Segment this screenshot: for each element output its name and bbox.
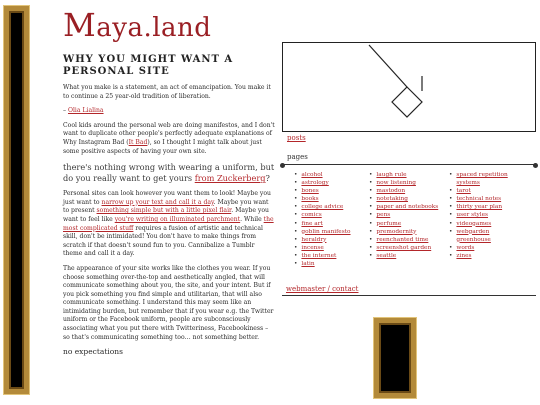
- heading-uniform: [63, 162, 275, 184]
- link-pixel-flair[interactable]: something simple but with a little pixel flair: [96, 207, 232, 215]
- page-link[interactable]: mastodon: [376, 188, 406, 195]
- page-link[interactable]: bones: [301, 188, 319, 195]
- list-item: [449, 171, 528, 187]
- pages-column-2: [369, 171, 438, 260]
- list-item: [449, 203, 528, 211]
- page-link[interactable]: alcohol: [301, 172, 323, 178]
- epigraph-author-line: [63, 107, 275, 116]
- text: . Maybe you want to feel like: [63, 207, 269, 223]
- list-item: [294, 179, 351, 187]
- list-item: [294, 211, 351, 219]
- page-link[interactable]: tarot: [456, 188, 471, 195]
- list-item: [294, 220, 351, 228]
- list-item: [369, 252, 438, 260]
- list-item: [294, 187, 351, 195]
- page-link[interactable]: fine art: [301, 220, 323, 227]
- page-link[interactable]: now listening: [376, 180, 416, 187]
- page-link[interactable]: laugh rule: [376, 172, 407, 178]
- text: Personal sites can look however you want them to look! Maybe you just want to: [63, 190, 271, 206]
- list-item: [449, 195, 528, 203]
- nav-posts-link[interactable]: posts: [287, 134, 306, 142]
- link-olia-lialina[interactable]: Olia Lialina: [67, 107, 104, 115]
- page-link[interactable]: technical notes: [456, 196, 502, 203]
- list-item: [369, 171, 438, 179]
- text: . Maybe you want to present: [63, 198, 269, 215]
- list-item: [294, 236, 351, 244]
- site-logo[interactable]: [63, 6, 211, 44]
- page-link[interactable]: thirty year plan: [456, 204, 503, 211]
- page-link[interactable]: perfume: [376, 220, 402, 227]
- decorative-gold-frame-left: [4, 6, 29, 394]
- webmaster-contact-link[interactable]: webmaster / contact: [286, 285, 362, 293]
- link-illuminated-parchment[interactable]: you're writing on illuminated parchment: [114, 215, 241, 223]
- page-link[interactable]: notetaking: [376, 196, 409, 203]
- page-link[interactable]: goblin manifesto: [301, 228, 351, 235]
- text: Cool kids around the personal web are doing manifestos, and I don't want to duplicate other people's perfectly adequate explanations of Why Instagram Bad (: [63, 121, 275, 146]
- page-link[interactable]: videogames: [456, 220, 492, 227]
- link-complicated-stuff[interactable]: the most complicated stuff: [63, 215, 274, 232]
- list-item: [449, 211, 528, 219]
- page-link[interactable]: seattle: [376, 252, 397, 259]
- page-link[interactable]: pens: [376, 212, 391, 219]
- page-link[interactable]: books: [301, 196, 319, 203]
- link-narrow-up-text[interactable]: narrow up your text and call it a day: [101, 198, 214, 206]
- list-item: [294, 244, 351, 252]
- list-item: [369, 195, 438, 203]
- list-item: [369, 187, 438, 195]
- list-item: [449, 228, 528, 244]
- logo-rest: aya.land: [96, 13, 212, 43]
- link-from-zuckerberg[interactable]: from Zuckerberg: [194, 173, 266, 184]
- list-item: [449, 244, 528, 252]
- decorative-gold-frame-right: [374, 318, 416, 398]
- page-link[interactable]: spaced repetition systems: [456, 172, 508, 187]
- pages-column-1: [294, 171, 351, 268]
- logo-cap: M: [63, 6, 97, 44]
- list-item: [294, 203, 351, 211]
- page-link[interactable]: astrology: [301, 180, 329, 187]
- page-link[interactable]: incense: [301, 244, 324, 251]
- page-link[interactable]: webgarden greenhouse: [456, 228, 491, 243]
- pages-list: [282, 164, 536, 296]
- page-link[interactable]: college advice: [301, 204, 344, 211]
- decorative-diagram-box: [282, 42, 536, 132]
- sigil-drawing: [283, 43, 537, 133]
- list-item: [369, 179, 438, 187]
- page-link[interactable]: screenshot garden: [376, 244, 432, 251]
- list-item: [449, 252, 528, 260]
- paragraph-appearance: [63, 190, 275, 259]
- pages-heading: pages: [287, 153, 308, 161]
- list-item: [294, 260, 351, 268]
- epigraph-quote: What you make is a statement, an act of emancipation. You make it to continue a 25 year-old tradition of liberation.: [63, 84, 271, 100]
- article-title: WHY YOU MIGHT WANT A PERSONAL SITE: [63, 54, 234, 77]
- pages-column-3: [449, 171, 528, 260]
- list-item: [369, 236, 438, 244]
- list-item: [449, 220, 528, 228]
- page-link[interactable]: the internet: [301, 252, 337, 259]
- heading-no-expectations: no expectations: [63, 347, 123, 357]
- text: ?: [265, 173, 270, 184]
- list-item: [369, 203, 438, 211]
- paragraph-clothes: The appearance of your site works like the clothes you wear. If you choose something over-the-top and aesthetically angled, that will communicate something about you, the site, and your intent. But if you pick something you find simple and utilitarian, that will also communicate something. I understand this may seem like an intimidating burden, but remember that if you wear e.g. the Twitter uniform or the Facebook uniform, people are subconsciously associating what you put there with Twitteriness, Facebookiness – so that's communicating something too… not something better.: [63, 264, 274, 341]
- page-link[interactable]: premodernity: [376, 228, 417, 235]
- page-link[interactable]: reenchanted time: [376, 236, 429, 243]
- list-item: [294, 171, 351, 179]
- list-item: [449, 187, 528, 195]
- page-link[interactable]: heraldry: [301, 236, 327, 243]
- list-item: [294, 228, 351, 236]
- text: ), so I thought I might talk about just some positive aspects of having your own site.: [63, 138, 262, 155]
- list-item: [369, 244, 438, 252]
- link-it-bad[interactable]: It Bad: [128, 138, 148, 146]
- list-item: [294, 252, 351, 260]
- paragraph-intro: [63, 122, 275, 156]
- page-link[interactable]: paper and notebooks: [376, 204, 439, 211]
- text: requires a fusion of artistic and technical skill, don't be intimidated! You don't have to make things from scratch if that doesn't sound fun to you. Cannibalize a Tumblr theme and call it a day.: [63, 224, 263, 258]
- text: . While: [240, 215, 264, 223]
- page-link[interactable]: words: [456, 244, 475, 251]
- page-link[interactable]: comics: [301, 212, 322, 219]
- list-item: [369, 228, 438, 236]
- list-item: [369, 211, 438, 219]
- page-link[interactable]: zines: [456, 252, 472, 259]
- quote-dash: –: [63, 107, 68, 115]
- page-link[interactable]: user styles: [456, 212, 489, 219]
- list-item: [369, 220, 438, 228]
- text: there's nothing wrong with wearing a uniform, but do you really want to get yours: [63, 162, 275, 184]
- list-item: [294, 195, 351, 203]
- page-link[interactable]: latin: [301, 261, 315, 268]
- article: [63, 54, 275, 357]
